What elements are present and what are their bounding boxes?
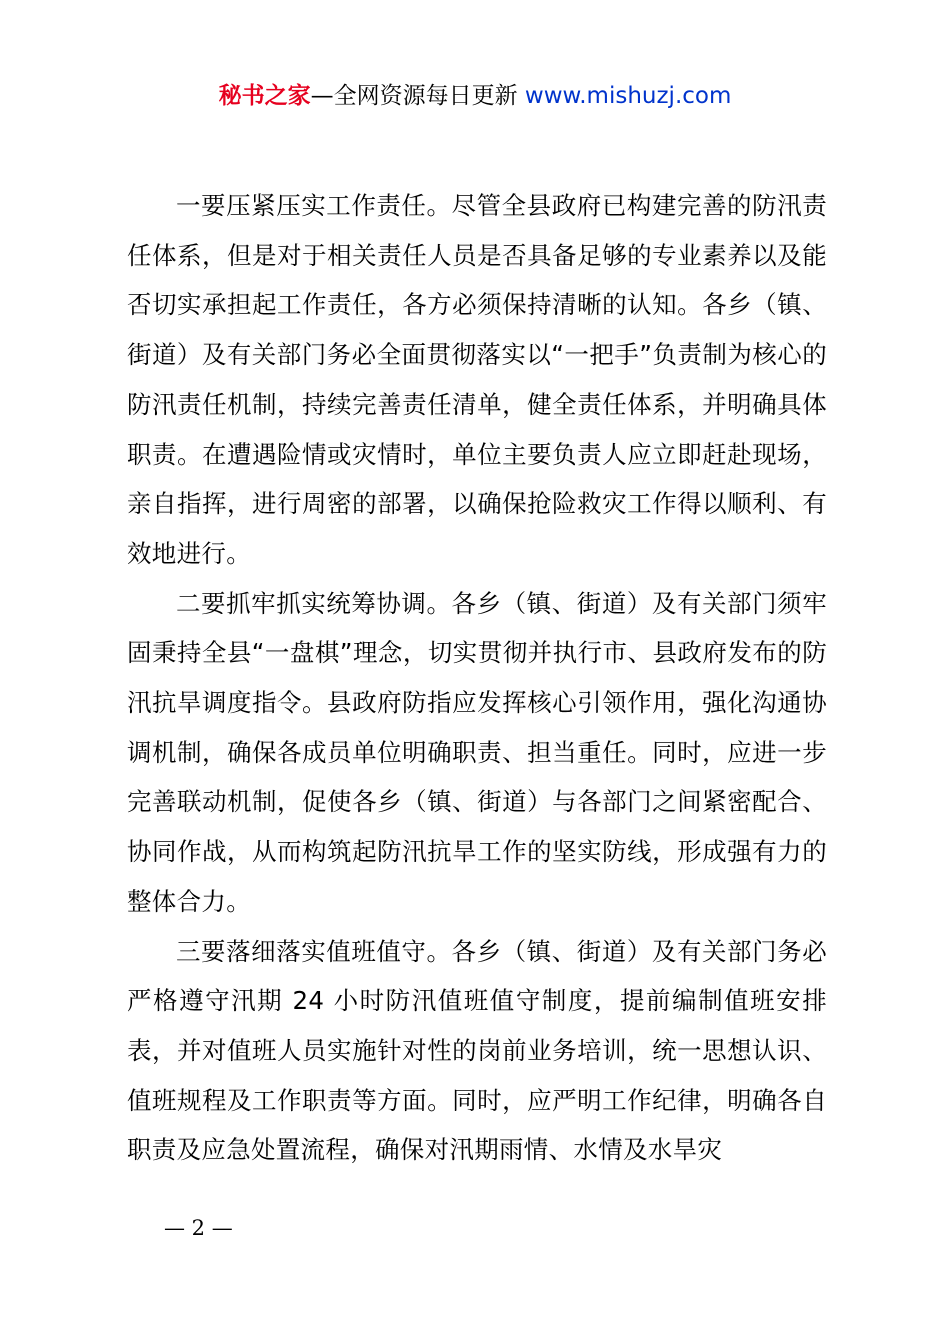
- site-header: [0, 80, 950, 112]
- header-tagline: —全网资源每日更新: [310, 83, 518, 109]
- paragraph-3: 三要落细落实值班值守。各乡（镇、街道）及有关部门务必严格遵守汛期 24 小时防汛值班值守制度，提前编制值班安排表，并对值班人员实施针对性的岗前业务培训，统一思想认识、值班规程及工作职责等方面。同时，应严明工作纪律，明确各自职责及应急处置流程，确保对汛期雨情、水情及水旱灾: [127, 936, 827, 1165]
- document-body: [127, 181, 827, 1175]
- page-number: — 2 —: [164, 1216, 233, 1240]
- brand-name: 秘书之家: [218, 83, 311, 109]
- paragraph-1: 一要压紧压实工作责任。尽管全县政府已构建完善的防汛责任体系，但是对于相关责任人员是否具备足够的专业素养以及能否切实承担起工作责任，各方必须保持清晰的认知。各乡（镇、街道）及有关部门务必全面贯彻落实以“一把手”负责制为核心的防汛责任机制，持续完善责任清单，健全责任体系，并明确具体职责。在遭遇险情或灾情时，单位主要负责人应立即赶赴现场，亲自指挥，进行周密的部署，以确保抢险救灾工作得以顺利、有效地进行。: [127, 191, 827, 568]
- paragraph-2: 二要抓牢抓实统筹协调。各乡（镇、街道）及有关部门须牢固秉持全县“一盘棋”理念，切实贯彻并执行市、县政府发布的防汛抗旱调度指令。县政府防指应发挥核心引领作用，强化沟通协调机制，确保各成员单位明确职责、担当重任。同时，应进一步完善联动机制，促使各乡（镇、街道）与各部门之间紧密配合、协同作战，从而构筑起防汛抗旱工作的坚实防线，形成强有力的整体合力。: [127, 588, 827, 916]
- site-url-link[interactable]: www.mishuzj.com: [524, 83, 732, 109]
